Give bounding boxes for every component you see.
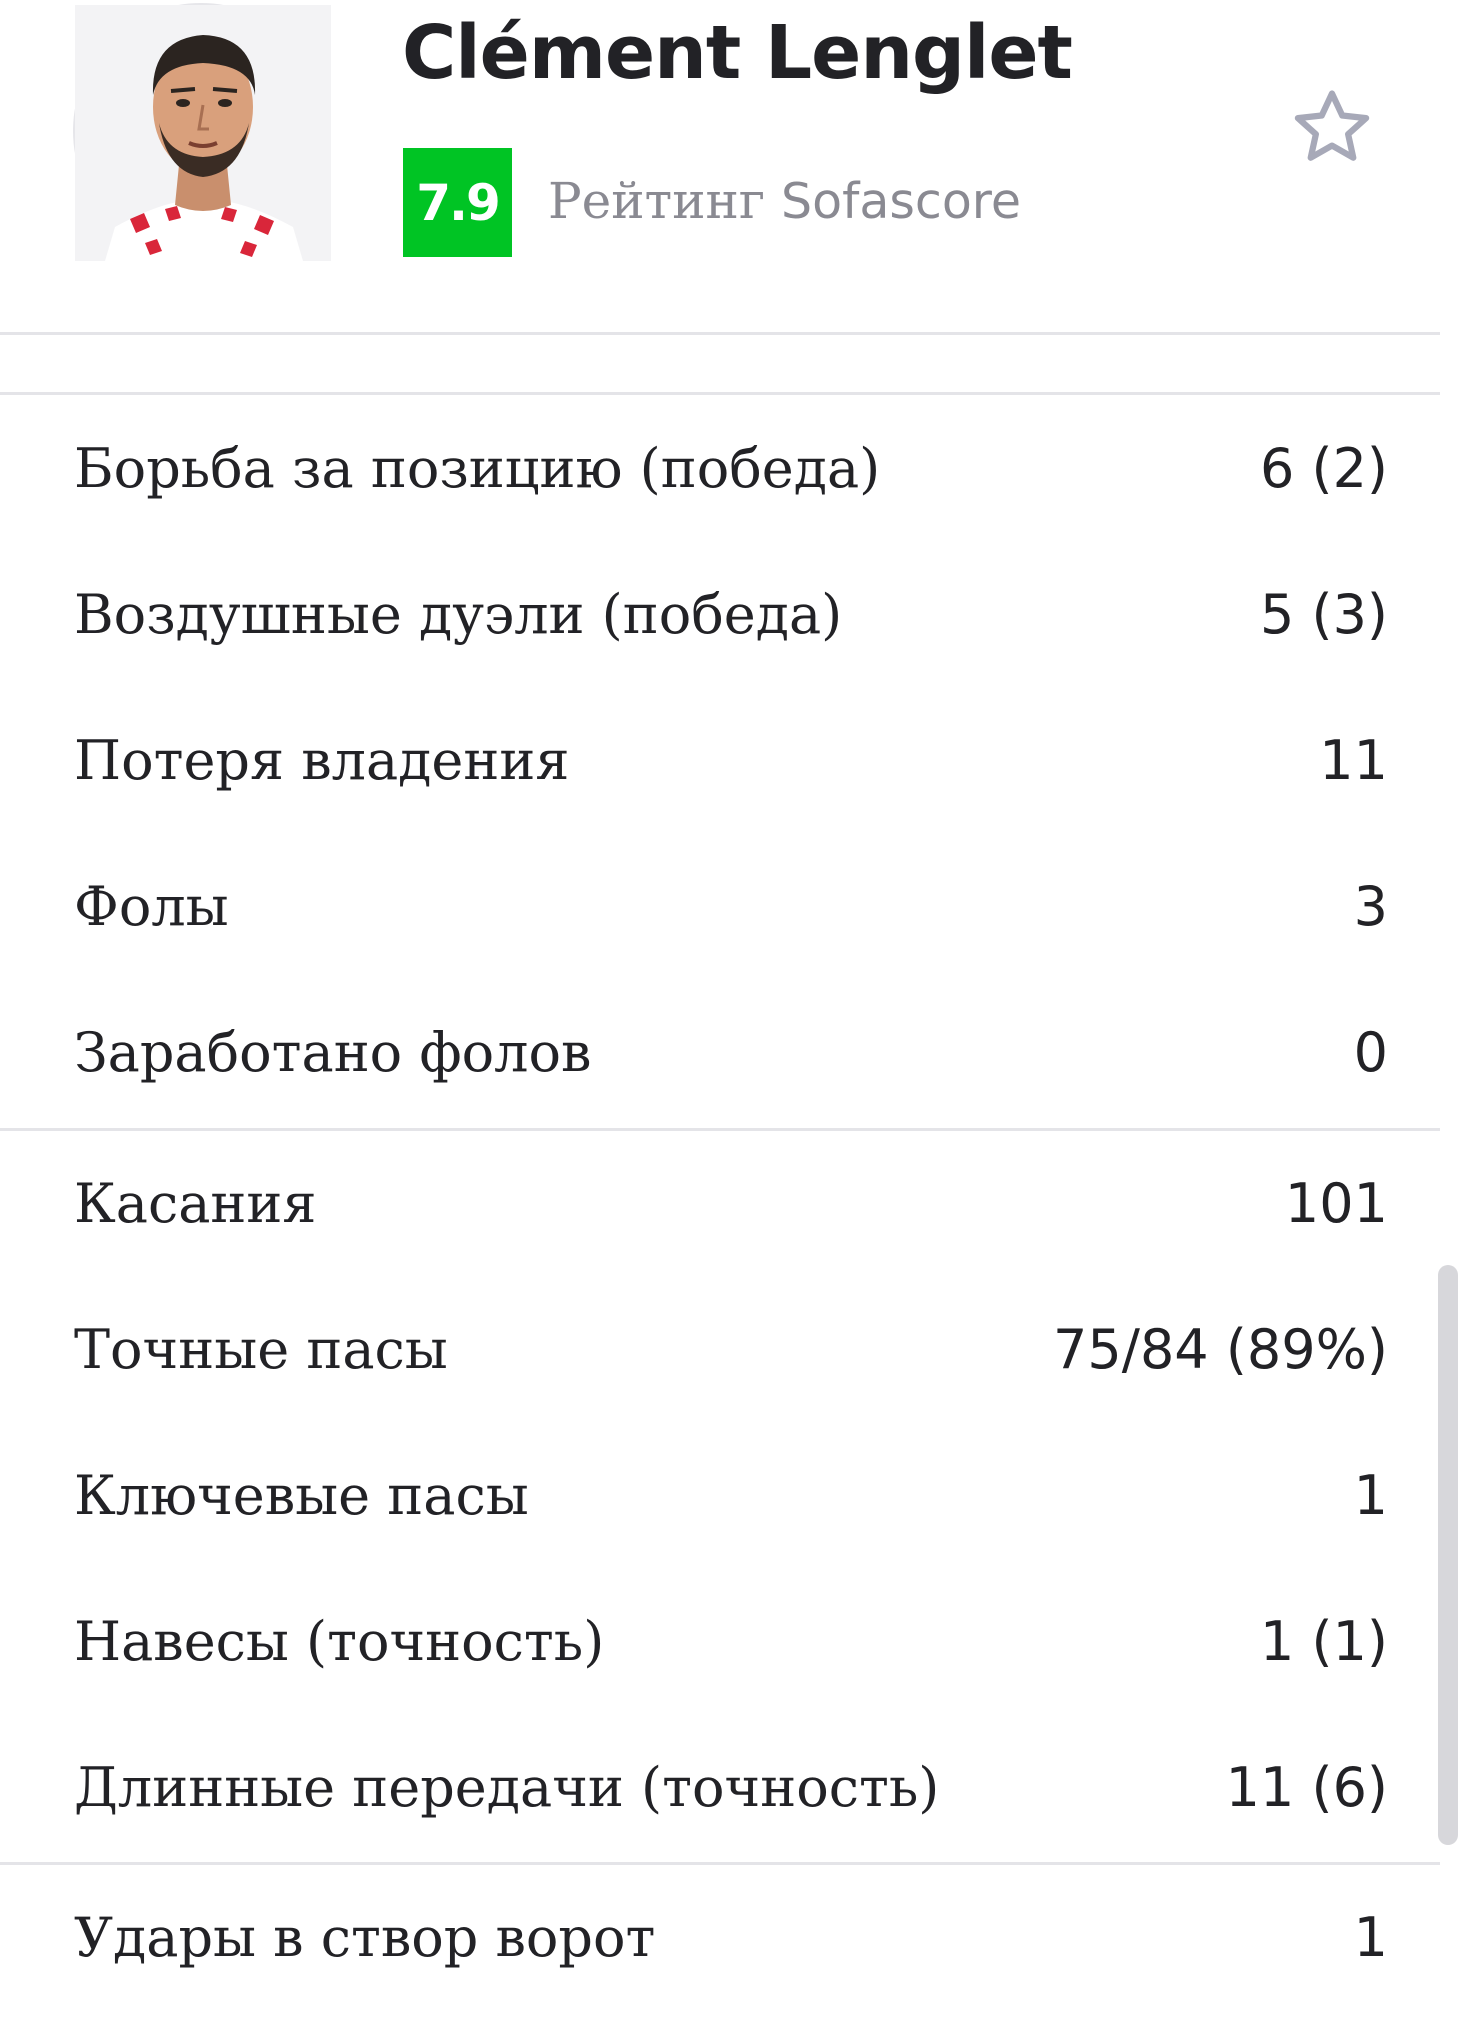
stat-row [0, 688, 1440, 834]
stat-label: Потеря владения [74, 729, 570, 792]
stat-row [0, 1423, 1440, 1569]
stat-row [0, 1277, 1440, 1423]
stat-row [0, 1569, 1440, 1715]
stat-label: Точные пасы [74, 1318, 448, 1381]
stat-row [0, 834, 1440, 980]
stat-label: Длинные передачи (точность) [74, 1756, 940, 1819]
player-name: Clément Lenglet [402, 10, 1072, 96]
stat-value: 11 (6) [1225, 1756, 1388, 1819]
stat-value: 1 [1353, 1464, 1388, 1527]
stat-value: 5 (3) [1259, 583, 1388, 646]
stat-row [0, 1131, 1440, 1277]
stat-label: Ключевые пасы [74, 1464, 529, 1527]
stat-value: 1 [1353, 1906, 1388, 1969]
stat-row [0, 396, 1440, 542]
rating-label-prefix: Рейтинг [548, 172, 766, 230]
stat-value: 75/84 (89%) [1053, 1318, 1388, 1381]
stat-row [0, 542, 1440, 688]
rating-label-brand: Sofascore [780, 173, 1022, 230]
player-header [0, 0, 1460, 332]
stat-value: 0 [1353, 1021, 1388, 1084]
stat-label: Навесы (точность) [74, 1610, 605, 1673]
stat-label: Фолы [74, 875, 229, 938]
stat-label: Касания [74, 1172, 317, 1235]
stat-value: 3 [1353, 875, 1388, 938]
group-divider [0, 392, 1440, 395]
rating-label [548, 172, 1021, 230]
stat-value: 1 (1) [1259, 1610, 1388, 1673]
stat-label: Заработано фолов [74, 1021, 592, 1084]
stat-value: 11 [1319, 729, 1388, 792]
stat-label: Борьба за позицию (победа) [74, 437, 881, 500]
favorite-button[interactable] [1282, 78, 1382, 178]
stat-value: 101 [1284, 1172, 1388, 1235]
scrollbar-thumb[interactable] [1438, 1265, 1458, 1845]
star-outline-icon [1287, 84, 1377, 172]
stat-row [0, 1865, 1440, 2011]
stat-label: Воздушные дуэли (победа) [74, 583, 843, 646]
stat-row [0, 980, 1440, 1126]
rating-badge: 7.9 [403, 148, 512, 257]
stat-row [0, 1715, 1440, 1861]
stat-value: 6 (2) [1259, 437, 1388, 500]
stat-label: Удары в створ ворот [74, 1906, 656, 1969]
player-avatar [73, 3, 329, 259]
